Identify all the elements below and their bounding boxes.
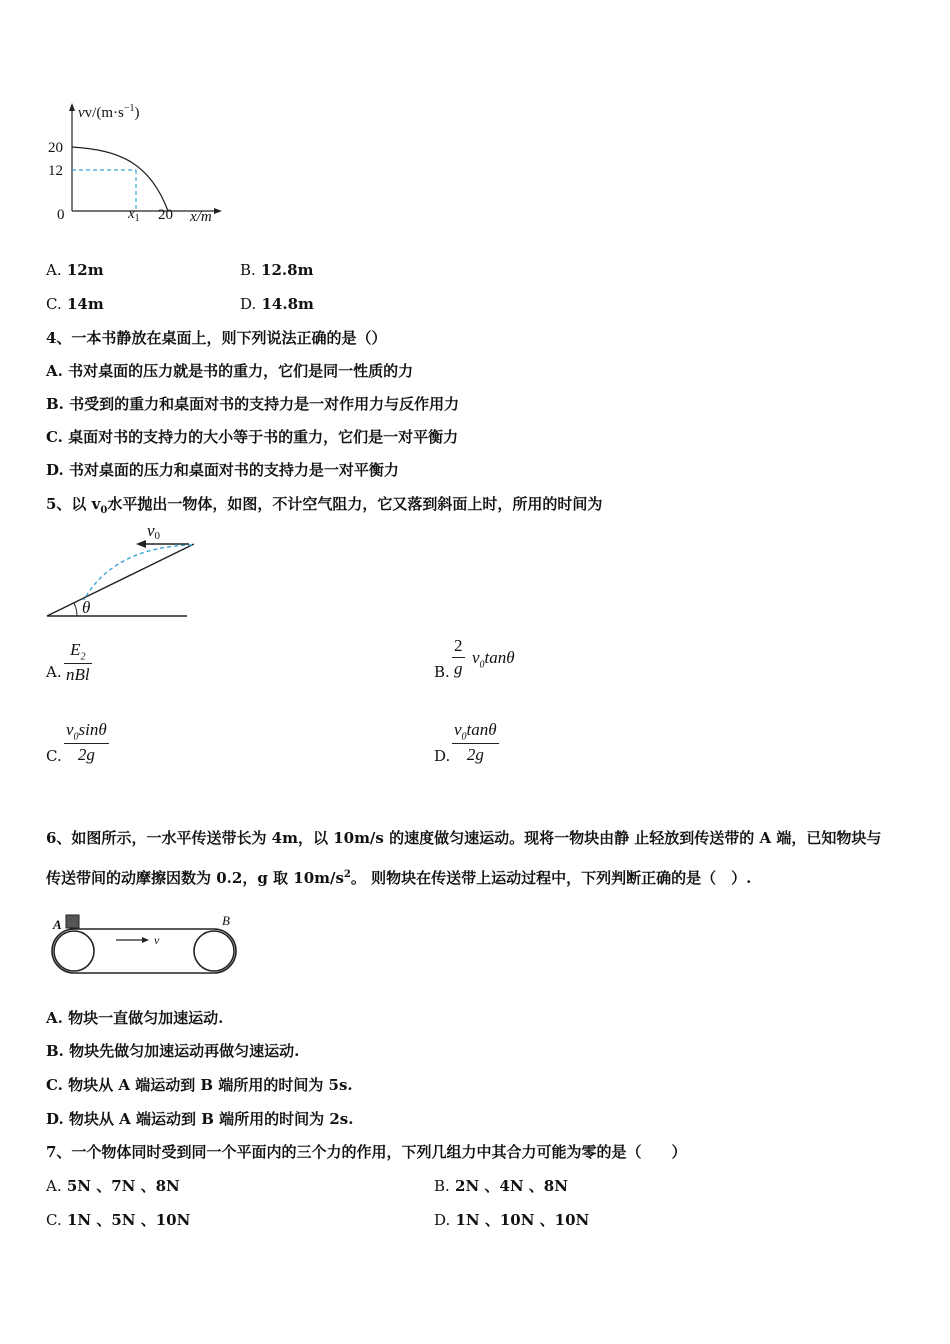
- x-tick-x1: $x_1$: [128, 206, 140, 224]
- block-on-belt: [66, 915, 79, 928]
- q5-option-b-tail: $v_0\tan\theta$: [472, 648, 515, 671]
- fig-v0-label: v0: [147, 521, 161, 542]
- conveyor-belt-figure: [48, 908, 248, 988]
- fig-label-a: A: [53, 917, 62, 932]
- x-tick-20: 20: [158, 207, 173, 223]
- q3-option-c: C. 14m: [46, 295, 104, 313]
- incline-projectile-figure: [44, 518, 194, 622]
- x-tick-0: 0: [57, 207, 65, 223]
- q7-option-b: B. 2N 、4N 、8N: [434, 1177, 568, 1195]
- q6-option-c: C. 物块从 A 端运动到 B 端所用的时间为 5s.: [46, 1076, 353, 1094]
- x-axis-label: x/m: [190, 209, 212, 225]
- q6-stem-line1: 6、如图所示，一水平传送带长为 4m，以 10m/s 的速度做匀速运动。现将一物块由静 止轻放到传送带的 A 端，已知物块与: [46, 829, 882, 847]
- q7-option-d: D. 1N 、10N 、10N: [434, 1211, 590, 1229]
- fig-label-v: v: [154, 933, 160, 947]
- q3-option-d: D. 14.8m: [240, 295, 314, 313]
- y-axis-exp: −1: [123, 103, 135, 114]
- q7-stem: 7、一个物体同时受到同一个平面内的三个力的作用，下列几组力中其合力可能为零的是（ ）: [46, 1143, 687, 1161]
- q6-option-d: D. 物块从 A 端运动到 B 端所用的时间为 2s.: [46, 1110, 354, 1128]
- q5-option-b-fraction: 2 g: [454, 636, 463, 678]
- q5-option-a-fraction: $E_2$ nBl: [66, 640, 90, 685]
- q6-option-a: A. 物块一直做匀加速运动.: [46, 1009, 224, 1027]
- q7-option-a: A. 5N 、7N 、8N: [46, 1177, 180, 1195]
- q5-option-c-fraction: $v_0\sin\theta$ 2g: [66, 720, 107, 765]
- q5-option-a-label: A.: [46, 663, 62, 681]
- fig-theta-label: θ: [82, 598, 91, 617]
- q6-stem-line2: 传送带间的动摩擦因数为 0.2，g 取 $10m/s^2$。 则物块在传送带上运动过程中，下列判断正确的是（ ）.: [46, 869, 752, 887]
- q5-option-d-label: D.: [434, 747, 451, 765]
- velocity-position-graph: [40, 98, 230, 228]
- q4-option-a: A. 书对桌面的压力就是书的重力，它们是同一性质的力: [46, 362, 414, 380]
- q5-option-d-fraction: $v_0\tan\theta$ 2g: [454, 720, 497, 765]
- q5-option-b-label: B.: [434, 663, 450, 681]
- fig-label-b: B: [222, 913, 230, 928]
- q4-option-c: C. 桌面对书的支持力的大小等于书的重力，它们是一对平衡力: [46, 428, 459, 446]
- q7-option-c: C. 1N 、5N 、10N: [46, 1211, 191, 1229]
- y-tick-20: 20: [48, 140, 63, 156]
- q4-stem: 4、一本书静放在桌面上，则下列说法正确的是（）: [46, 329, 387, 347]
- q5-option-c-label: C.: [46, 747, 62, 765]
- q5-stem: 5、以 $v_0$水平抛出一物体，如图，不计空气阻力，它又落到斜面上时，所用的时间为: [46, 495, 603, 516]
- q3-option-a: A. 12m: [46, 261, 104, 279]
- q6-option-b: B. 物块先做匀加速运动再做匀速运动.: [46, 1042, 300, 1060]
- q4-option-b: B. 书受到的重力和桌面对书的支持力是一对作用力与反作用力: [46, 395, 460, 413]
- q3-option-b: B. 12.8m: [240, 261, 314, 279]
- y-tick-12: 12: [48, 163, 63, 179]
- y-axis-close: ): [134, 105, 140, 121]
- y-axis-unit: v/(m·s: [84, 105, 124, 121]
- y-axis-label: $vv/(m\cdot s^{-1})$: [78, 103, 140, 121]
- q4-option-d: D. 书对桌面的压力和桌面对书的支持力是一对平衡力: [46, 461, 399, 479]
